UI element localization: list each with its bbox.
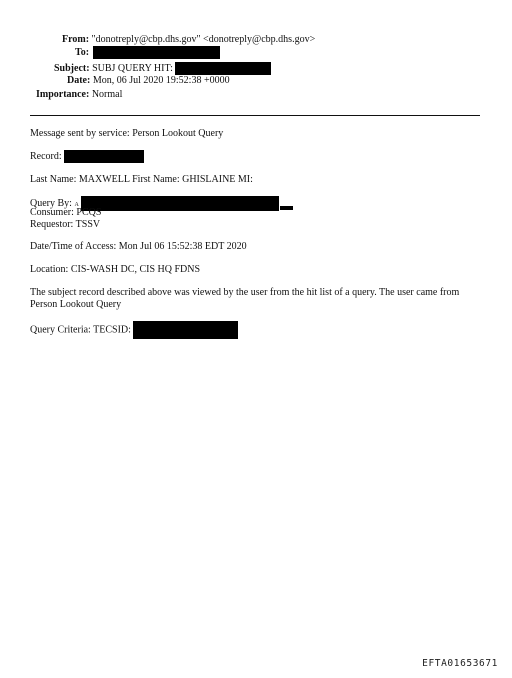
header-divider (30, 115, 480, 116)
consumer-line: Consumer: PCQS (30, 207, 102, 218)
redaction-tecsid (133, 321, 238, 339)
subject-row (54, 62, 271, 75)
redaction-record (64, 150, 144, 163)
service-line: Message sent by service: Person Lookout Query (30, 128, 224, 139)
date-value: Mon, 06 Jul 2020 19:52:38 +0000 (92, 75, 230, 86)
record-label: Record: (30, 150, 62, 162)
redaction-small-mark (280, 206, 293, 210)
importance-label: Importance: (36, 89, 90, 100)
from-label: From: (62, 34, 90, 45)
to-label: To: (75, 46, 90, 58)
date-label: Date: (67, 75, 91, 86)
query-criteria-row (30, 321, 238, 339)
date-row (67, 75, 230, 87)
document-id: EFTA01653671 (422, 658, 498, 669)
description-paragraph: The subject record described above was viewed by the user from the hit list of a query. The user came from Person Lookout Query (30, 287, 460, 310)
importance-value: Normal (91, 89, 123, 100)
query-by-label: Query By: (30, 197, 72, 209)
subject-label: Subject: (54, 62, 90, 74)
to-row (75, 46, 220, 59)
from-value: "donotreply@cbp.dhs.gov" <donotreply@cbp.dhs.gov> (91, 34, 316, 45)
importance-row (36, 89, 122, 101)
location-line: Location: CIS-WASH DC, CIS HQ FDNS (30, 264, 201, 275)
name-line: Last Name: MAXWELL First Name: GHISLAINE MI: (30, 174, 253, 185)
subject-value: SUBJ QUERY HIT: (92, 62, 173, 74)
record-row (30, 150, 144, 163)
redaction-query-by (81, 196, 279, 211)
redaction-to (93, 46, 220, 59)
requestor-line: Requestor: TSSV (30, 219, 101, 230)
query-criteria-label: Query Criteria: TECSID: (30, 324, 131, 336)
from-row (62, 34, 315, 46)
redaction-subject (175, 62, 271, 75)
query-by-prefix: A (74, 201, 79, 208)
access-line: Date/Time of Access: Mon Jul 06 15:52:38 EDT 2020 (30, 241, 247, 252)
